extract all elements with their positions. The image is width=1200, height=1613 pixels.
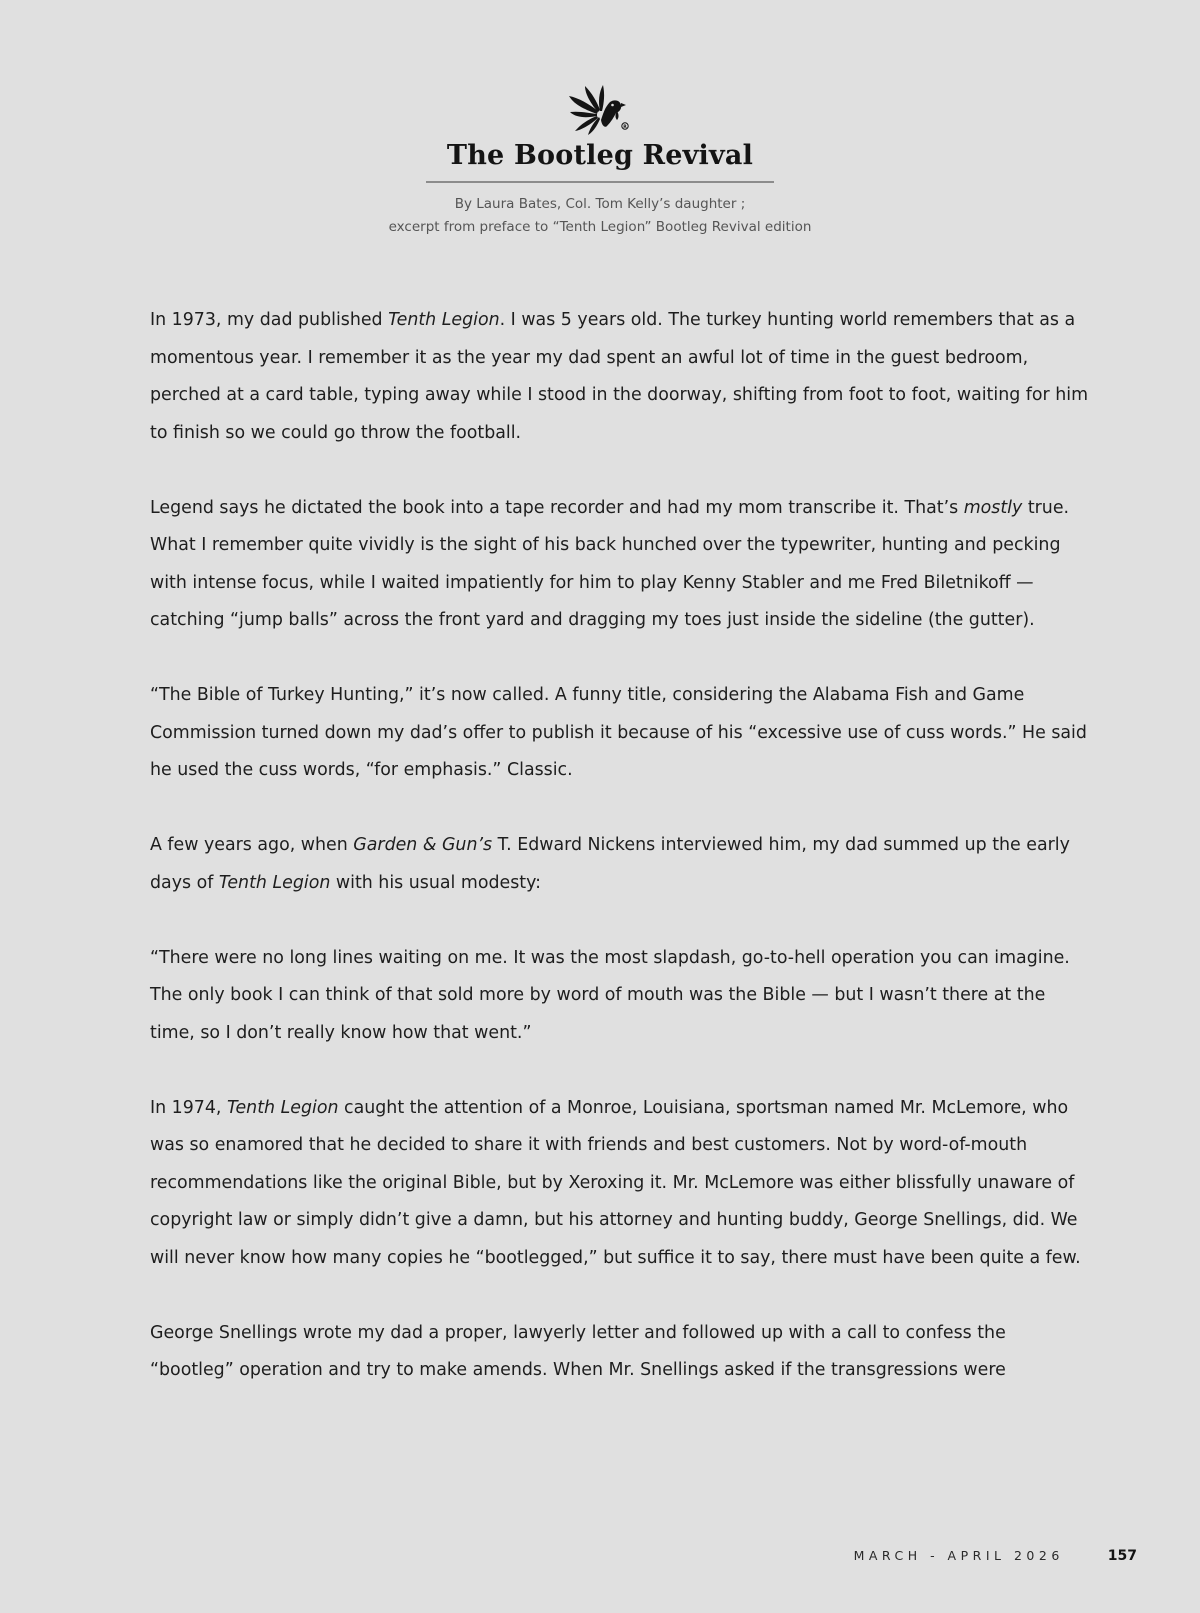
paragraph-text: T. Edward Nickens interviewed him, my dad summed up the early days of [150,835,1070,893]
article-body [150,302,1090,1390]
paragraph-text: A few years ago, when [150,835,354,855]
article-header [0,84,1200,238]
paragraph-text: “There were no long lines waiting on me. It was the most slapdash, go-to-hell operation you can imagine. The only book I can think of that sold more by word of mouth was the Bible — but I wasn’t there at the time, so I don’t really know how that went.” [150,947,1070,1043]
body-paragraph [150,490,1090,640]
title-divider [426,181,774,183]
page-footer [0,1548,1137,1564]
paragraph-text: George Snellings wrote my dad a proper, lawyerly letter and followed up with a call to confess the “bootleg” operation and try to make amends. When Mr. Snellings asked if the transgressions were [150,1322,1006,1380]
body-paragraph [150,940,1090,1053]
byline-line-1: By Laura Bates, Col. Tom Kelly’s daughter ; [454,196,746,212]
article-title: The Bootleg Revival [446,140,754,171]
byline-line-2: excerpt from preface to “Tenth Legion” Bootleg Revival edition [388,218,812,235]
body-paragraph [150,302,1090,452]
turkey-feathers-logo-icon [567,84,633,136]
paragraph-text: In 1973, my dad published [150,310,389,330]
italic-text: mostly [963,497,1023,518]
italic-text: Tenth Legion [388,310,500,330]
italic-text: Garden & Gun’s [353,835,493,855]
paragraph-text: . I was 5 years old. The turkey hunting world remembers that as a momentous year. I remember it as the year my dad spent an awful lot of time in the guest bedroom, perched at a card table, typing away while I stood in the doorway, shifting from foot to foot, waiting for him to finish so we could go throw the football. [150,310,1089,443]
paragraph-text: with his usual modesty: [330,872,541,893]
body-paragraph [150,827,1090,902]
page-number: 157 [1107,1548,1137,1564]
paragraph-text: “The Bible of Turkey Hunting,” it’s now called. A funny title, considering the Alabama Fish and Game Commission turned down my dad’s offer to publish it because of his “excessive use of cuss words.” He said he used the cuss words, “for emphasis.” Classic. [150,685,1087,780]
italic-text: Tenth Legion [227,1097,339,1118]
paragraph-text: true. What I remember quite vividly is the sight of his back hunched over the typewriter, hunting and pecking with intense focus, while I waited impatiently for him to play Kenny Stabler and me Fred Biletnikoff — catching “jump balls” across the front yard and dragging my toes just inside the sideline (the gutter). [150,497,1070,630]
article-byline [0,193,1200,238]
paragraph-text: Legend says he dictated the book into a tape recorder and had my mom transcribe it. That’s [150,497,964,518]
paragraph-text: caught the attention of a Monroe, Louisiana, sportsman named Mr. McLemore, who was so enamored that he decided to share it with friends and best customers. Not by word-of-mouth recommendations like the original Bible, but by Xeroxing it. Mr. McLemore was either blissfully unaware of copyright law or simply didn’t give a damn, but his attorney and hunting buddy, George Snellings, did. We will never know how many copies he “bootlegged,” but suffice it to say, there must have been quite a few. [150,1097,1081,1268]
italic-text: Tenth Legion [218,872,331,893]
body-paragraph [150,1315,1090,1390]
paragraph-text: In 1974, [150,1097,227,1118]
svg-text:R: R [623,124,627,130]
body-paragraph [150,1090,1090,1278]
body-paragraph [150,677,1090,790]
issue-date: MARCH - APRIL 2026 [853,1548,1064,1563]
